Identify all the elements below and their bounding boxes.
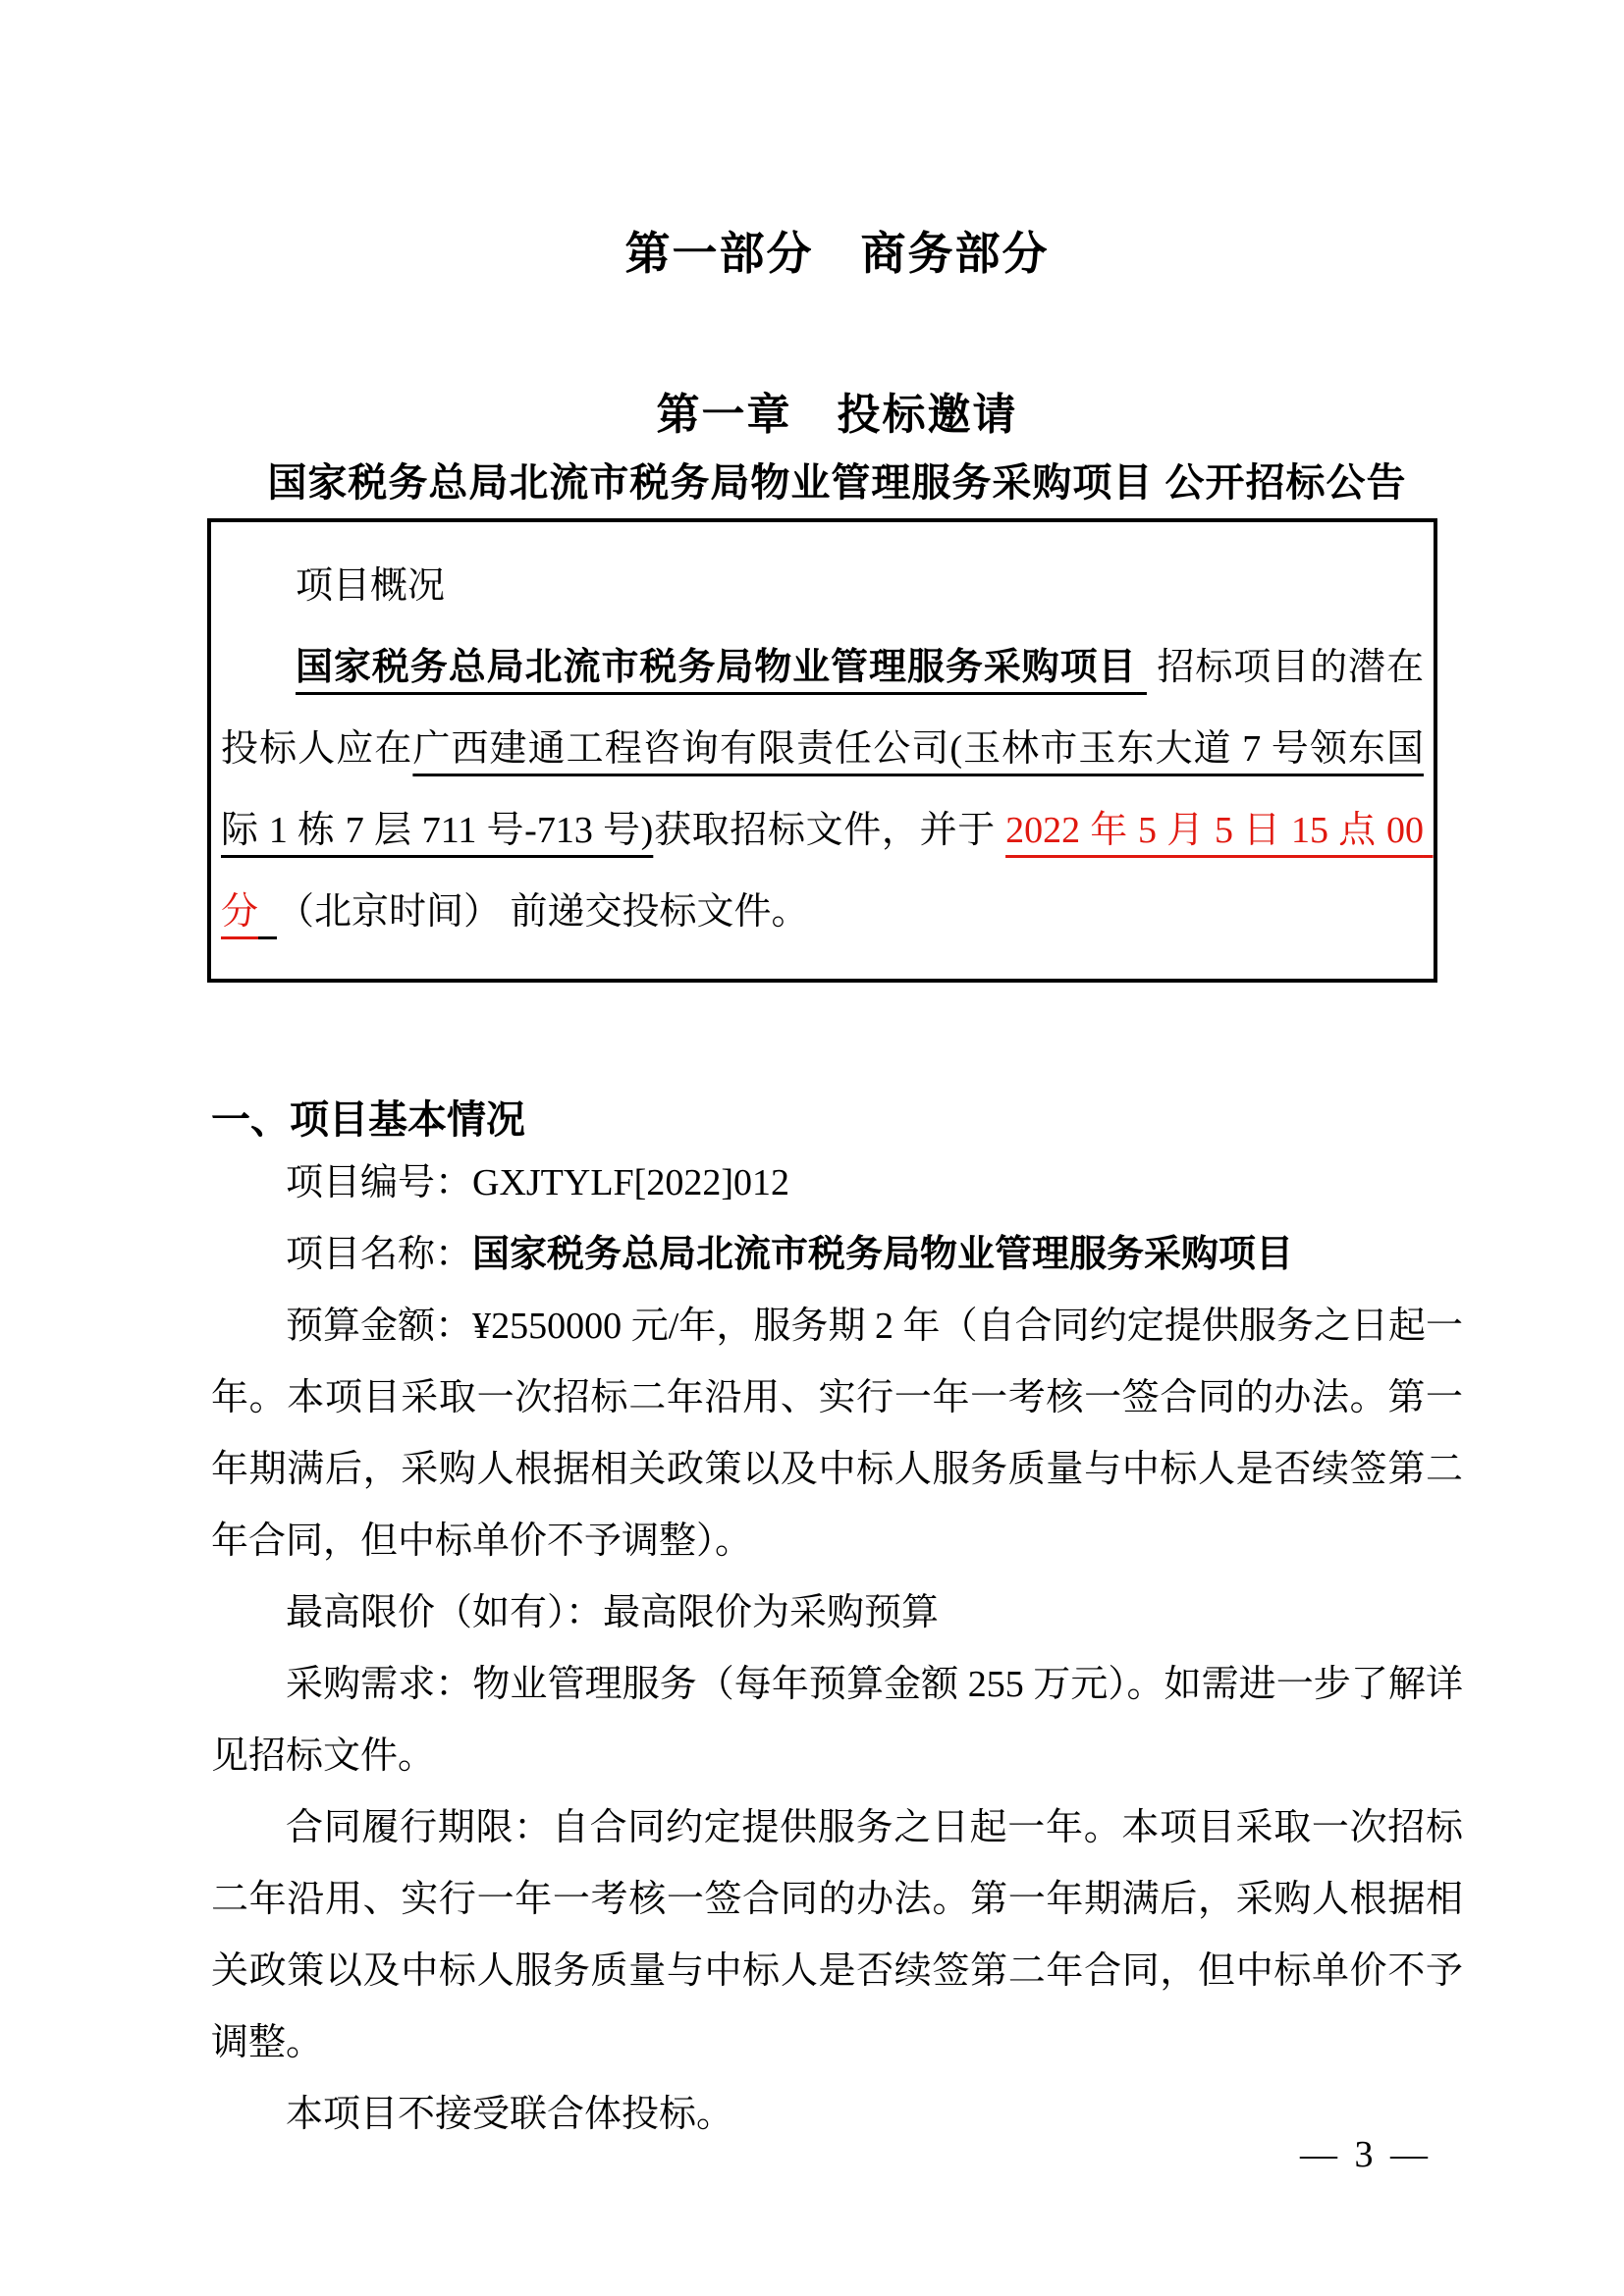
text-run: 最高限价（如有）：最高限价为采购预算 <box>286 1592 940 1633</box>
text-run: 获取招标文件，并于 <box>653 810 1006 851</box>
section-heading-basic-info: 一、项目基本情况 <box>211 1098 525 1142</box>
text-run: 采购需求：物业管理服务（每年预算金额 255 万元）。如需进一步了解详见招标文件。 <box>211 1664 1463 1777</box>
text-run: 本项目不接受联合体投标。 <box>286 2094 734 2135</box>
text-run: 项目编号：GXJTYLF[2022]012 <box>286 1162 789 1203</box>
project-overview-box <box>207 518 1437 983</box>
part-title: 第一部分 商务部分 <box>624 228 1050 279</box>
text-run: 招标项目的潜在投标人应在 <box>221 647 1424 770</box>
page-number: — 3 — <box>1300 2134 1432 2175</box>
text-run: 合同履行期限：自合同约定提供服务之日起一年。本项目采取一次招标二年沿用、实行一年一考核一签合同的办法。第一年期满后，采购人根据相关政策以及中标人服务质量与中标人是否续签第二年合同，但中标单价不予调整。 <box>211 1807 1463 2063</box>
overview-paragraph <box>221 627 1434 953</box>
paragraph-project-number <box>211 1148 1463 1219</box>
text-run: 预算金额：¥2550000 元/年，服务期 2 年（自合同约定提供服务之日起一年。本项目采取一次招标二年沿用、实行一年一考核一签合同的办法。第一年期满后，采购人根据相关政策以及中标人服务质量与中标人是否续签第二年合同，但中标单价不予调整）。 <box>211 1306 1463 1562</box>
text-run: 国家税务总局北流市税务局物业管理服务采购项目 <box>296 647 1137 688</box>
text-run: 国家税务总局北流市税务局物业管理服务采购项目 <box>472 1234 1294 1275</box>
text-run <box>258 891 277 933</box>
paragraph-procurement-requirements <box>211 1649 1463 1792</box>
chapter-title: 第一章 投标邀请 <box>656 391 1018 439</box>
text-run: 广西建通工程咨询有限责任公司(玉林市玉东大道 7 号领东国际 1 栋 7 层 711 号-713 号) <box>221 728 1424 851</box>
paragraph-price-cap <box>211 1577 1463 1649</box>
text-run: 2022 年 5 月 5 日 15 点 00 分 <box>221 810 1434 933</box>
text-run: （北京时间） 前递交投标文件。 <box>277 891 809 933</box>
paragraph-no-consortium <box>211 2079 1463 2151</box>
paragraph-contract-period <box>211 1792 1463 2079</box>
text-run <box>1137 647 1147 688</box>
notice-title: 国家税务总局北流市税务局物业管理服务采购项目 公开招标公告 <box>267 461 1407 505</box>
overview-label: 项目概况 <box>296 565 446 607</box>
paragraph-budget <box>211 1291 1463 1577</box>
paragraph-project-name <box>211 1219 1463 1291</box>
text-run: 项目名称： <box>286 1234 473 1275</box>
